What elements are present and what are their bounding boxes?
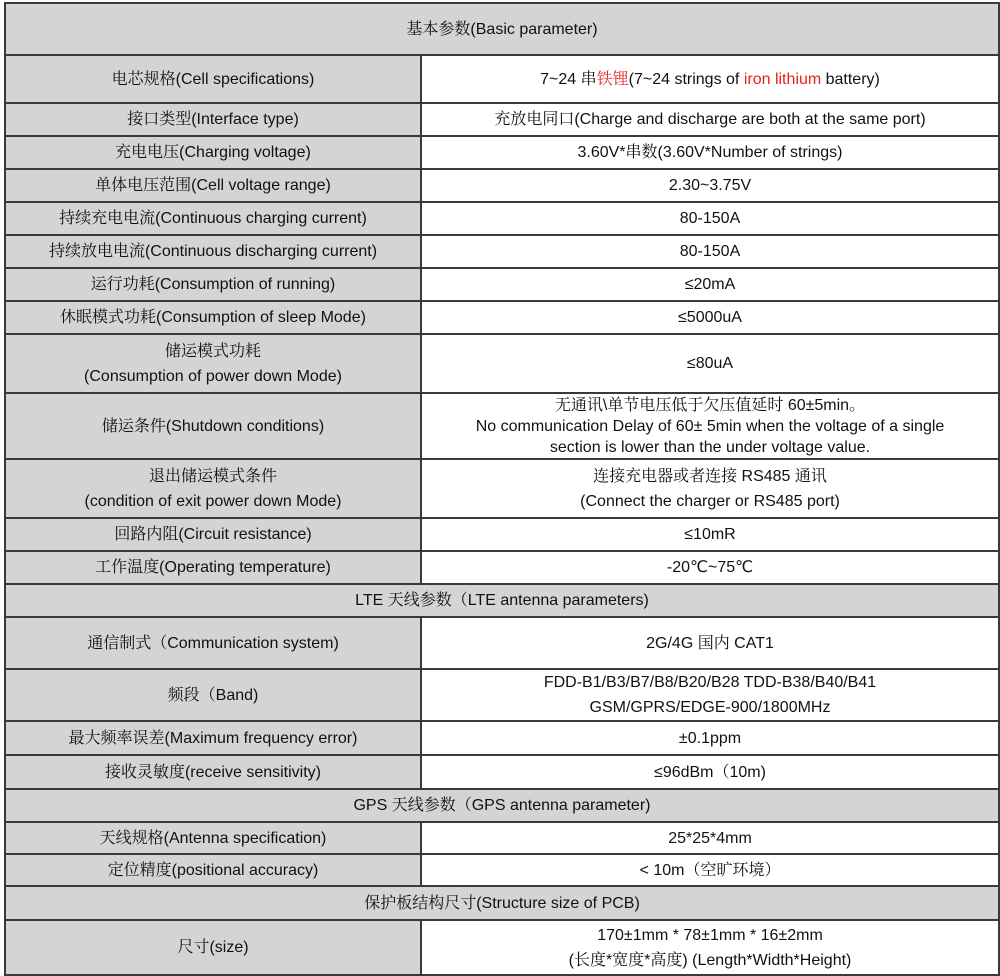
- row-value-band: [421, 669, 999, 721]
- table-row: [5, 136, 999, 169]
- row-label-running: 运行功耗(Consumption of running): [5, 268, 421, 301]
- table-row: [5, 669, 999, 721]
- table-row: [5, 721, 999, 755]
- row-label-antenna: 天线规格(Antenna specification): [5, 822, 421, 854]
- row-label-charge-voltage: 充电电压(Charging voltage): [5, 136, 421, 169]
- row-value-cont-charge: 80-150A: [421, 202, 999, 235]
- table-row: [5, 920, 999, 975]
- row-value-sensitivity: ≤96dBm（10m): [421, 755, 999, 789]
- row-value-cell-voltage: 2.30~3.75V: [421, 169, 999, 202]
- row-value-antenna: 25*25*4mm: [421, 822, 999, 854]
- row-value-circuit: ≤10mR: [421, 518, 999, 551]
- row-label-cell-voltage: 单体电压范围(Cell voltage range): [5, 169, 421, 202]
- row-value-temperature: -20℃~75℃: [421, 551, 999, 584]
- table-row: [5, 822, 999, 854]
- value-text: 7~24 串: [540, 70, 597, 88]
- value-line: 170±1mm * 78±1mm * 16±2mm: [597, 926, 823, 944]
- table-row: [5, 301, 999, 334]
- row-label-exit: [5, 459, 421, 518]
- section-row-gps: [5, 789, 999, 822]
- row-label-accuracy: 定位精度(positional accuracy): [5, 854, 421, 886]
- table-row: [5, 459, 999, 518]
- row-value-exit: [421, 459, 999, 518]
- row-value-power-down: ≤80uA: [421, 334, 999, 393]
- section-title-gps: GPS 天线参数（GPS antenna parameter): [5, 789, 999, 822]
- table-row: [5, 268, 999, 301]
- label-line: (Consumption of power down Mode): [84, 367, 342, 385]
- table-row: [5, 854, 999, 886]
- section-title-lte: LTE 天线参数（LTE antenna parameters): [5, 584, 999, 617]
- table-row: [5, 393, 999, 459]
- row-label-interface: 接口类型(Interface type): [5, 103, 421, 136]
- value-text: battery): [821, 70, 880, 88]
- label-line: (condition of exit power down Mode): [84, 492, 342, 510]
- row-value-sleep: ≤5000uA: [421, 301, 999, 334]
- section-row-lte: [5, 584, 999, 617]
- table-row: [5, 551, 999, 584]
- value-line: 连接充电器或者连接 RS485 通讯: [593, 467, 827, 485]
- table-row: [5, 103, 999, 136]
- row-label-temperature: 工作温度(Operating temperature): [5, 551, 421, 584]
- label-line: 储运模式功耗: [164, 342, 261, 360]
- table-row: [5, 55, 999, 103]
- row-value-cont-discharge: 80-150A: [421, 235, 999, 268]
- row-label-sleep: 休眠模式功耗(Consumption of sleep Mode): [5, 301, 421, 334]
- row-label-freq-error: 最大频率误差(Maximum frequency error): [5, 721, 421, 755]
- value-line: FDD-B1/B3/B7/B8/B20/B28 TDD-B38/B40/B41: [543, 674, 877, 691]
- table-row: [5, 334, 999, 393]
- label-line: 退出储运模式条件: [148, 467, 277, 485]
- value-line: No communication Delay of 60± 5min when the voltage of a single: [475, 417, 945, 435]
- table-row: [5, 202, 999, 235]
- table-row: [5, 518, 999, 551]
- row-value-shutdown: [421, 393, 999, 459]
- highlight-text: 铁锂: [596, 70, 629, 88]
- row-value-cell-spec: [421, 55, 999, 103]
- row-value-comm-system: 2G/4G 国内 CAT1: [421, 617, 999, 669]
- row-label-band: 频段（Band): [5, 669, 421, 721]
- table-row: [5, 169, 999, 202]
- row-label-comm-system: 通信制式（Communication system): [5, 617, 421, 669]
- row-label-circuit: 回路内阻(Circuit resistance): [5, 518, 421, 551]
- value-line: (Connect the charger or RS485 port): [580, 492, 840, 510]
- row-value-accuracy: < 10m（空旷环境）: [421, 854, 999, 886]
- highlight-text: iron lithium: [743, 70, 822, 88]
- row-label-sensitivity: 接收灵敏度(receive sensitivity): [5, 755, 421, 789]
- section-title-pcb: 保护板结构尺寸(Structure size of PCB): [5, 886, 999, 920]
- value-line: section is lower than the under voltage value.: [549, 438, 871, 456]
- value-line: (长度*宽度*高度) (Length*Width*Height): [568, 951, 852, 969]
- table-row: [5, 755, 999, 789]
- row-value-running: ≤20mA: [421, 268, 999, 301]
- row-label-size: 尺寸(size): [5, 920, 421, 975]
- value-line: GSM/GPRS/EDGE-900/1800MHz: [589, 699, 831, 716]
- row-label-cont-discharge: 持续放电电流(Continuous discharging current): [5, 235, 421, 268]
- table-row: [5, 617, 999, 669]
- section-row-basic: [5, 3, 999, 55]
- section-row-pcb: [5, 886, 999, 920]
- row-value-size: [421, 920, 999, 975]
- section-title-basic: 基本参数(Basic parameter): [5, 3, 999, 55]
- table-row: [5, 235, 999, 268]
- value-text: (7~24 strings of: [628, 70, 744, 88]
- row-value-freq-error: ±0.1ppm: [421, 721, 999, 755]
- row-value-interface: 充放电同口(Charge and discharge are both at the same port): [421, 103, 999, 136]
- row-label-cont-charge: 持续充电电流(Continuous charging current): [5, 202, 421, 235]
- row-value-charge-voltage: 3.60V*串数(3.60V*Number of strings): [421, 136, 999, 169]
- spec-table: [4, 2, 1000, 976]
- value-line: 无通讯\单节电压低于欠压值延时 60±5min。: [554, 396, 866, 414]
- row-label-cell-spec: 电芯规格(Cell specifications): [5, 55, 421, 103]
- row-label-power-down: [5, 334, 421, 393]
- row-label-shutdown: 储运条件(Shutdown conditions): [5, 393, 421, 459]
